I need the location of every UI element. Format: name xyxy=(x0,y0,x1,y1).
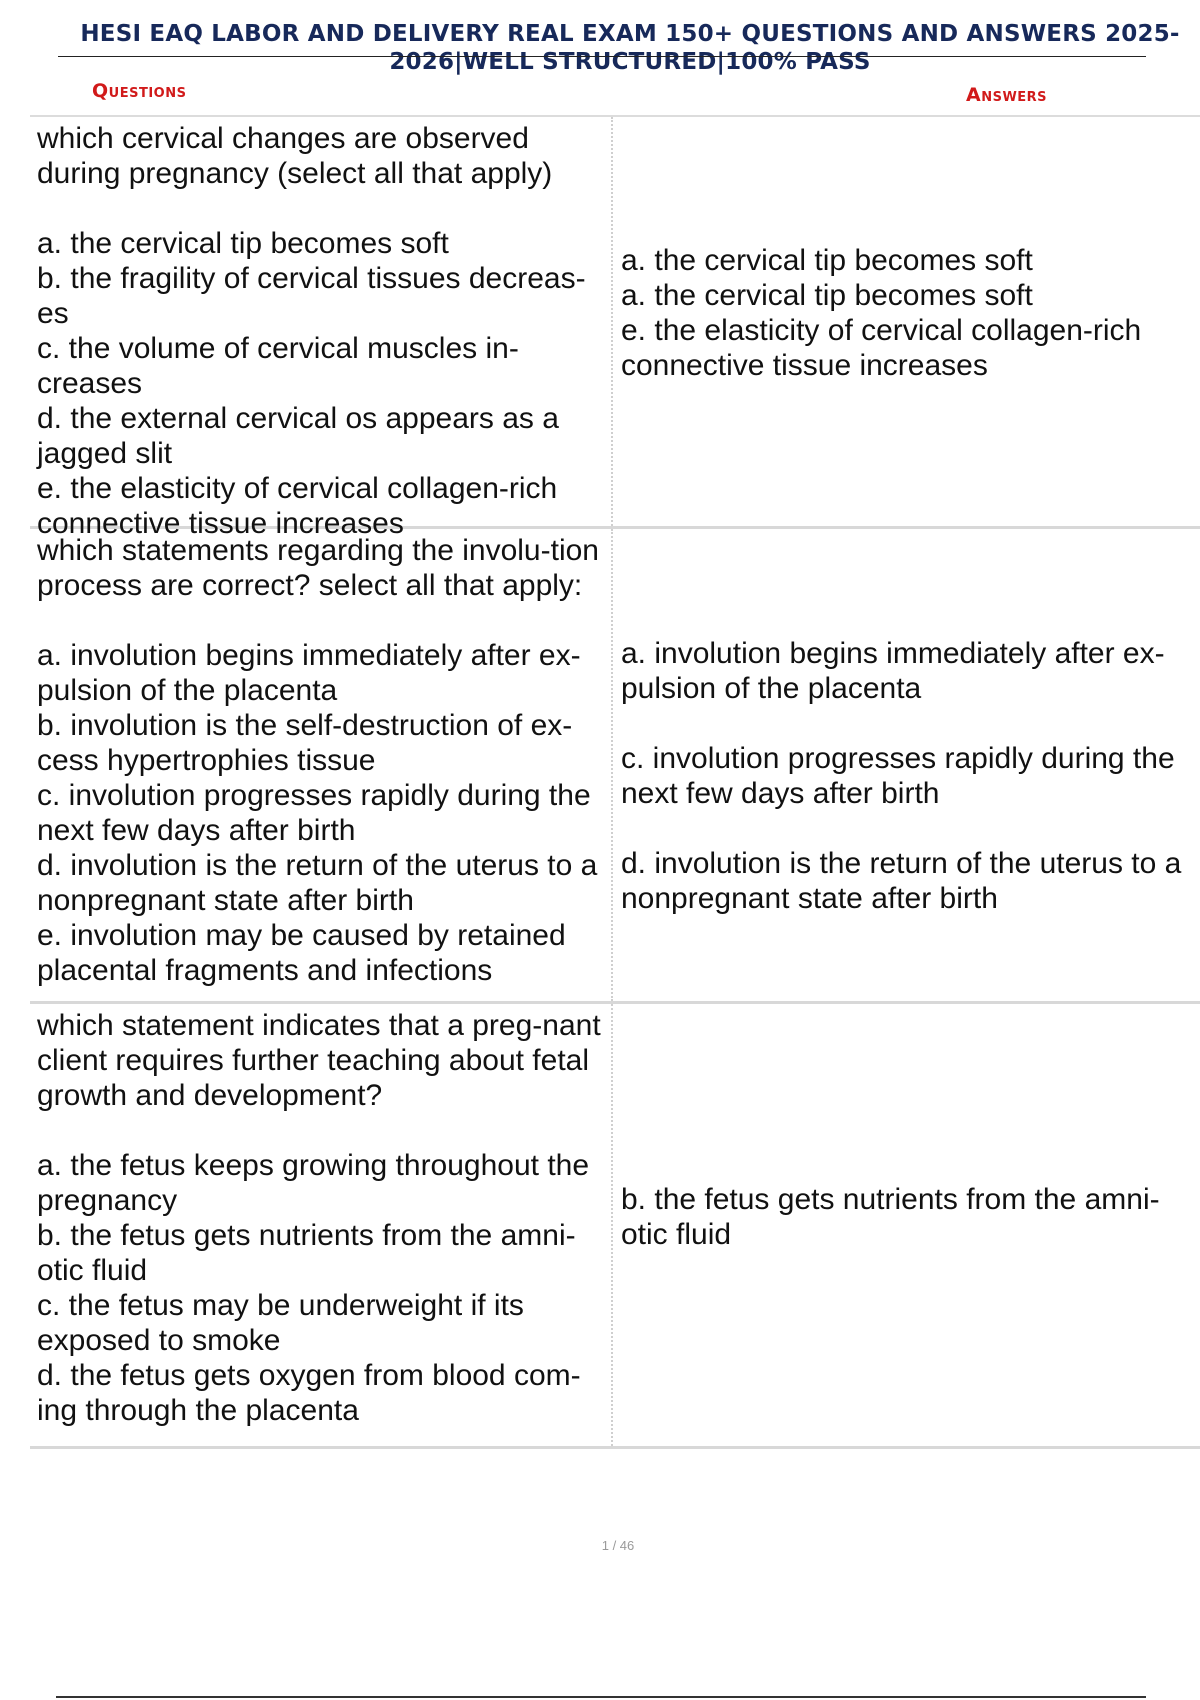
answers-column-header: Answers xyxy=(966,84,1048,106)
questions-column-header: Questions xyxy=(92,80,187,102)
qa-table xyxy=(30,117,1200,1449)
question-cell: which cervical changes are observed during pregnancy (select all that apply) a. the cervical tip becomes soft b. the fragility of cervical tissues decreas-es c. the volume of cervical muscles in-creases d. the external cervical os appears as a jagged slit e. the elasticity of cervical collagen-rich connective tissue increases xyxy=(30,117,613,526)
qa-row-3 xyxy=(30,1004,1200,1449)
answer-cell: b. the fetus gets nutrients from the amni-otic fluid xyxy=(621,1183,1160,1251)
qa-row-2 xyxy=(30,529,1200,1004)
document-title: HESI EAQ LABOR AND DELIVERY REAL EXAM 150+ QUESTIONS AND ANSWERS 2025-2026|WELL STRUCTURED|100% PASS xyxy=(80,21,1180,75)
answer-cell: a. the cervical tip becomes soft a. the cervical tip becomes soft e. the elasticity of cervical collagen-rich connective tissue increases xyxy=(621,244,1142,382)
question-cell: which statement indicates that a preg-nant client requires further teaching about fetal growth and development? a. the fetus keeps growing throughout the pregnancy b. the fetus gets nutrients from the amni-otic fluid c. the fetus may be underweight if its exposed to smoke d. the fetus gets oxygen from blood com-ing through the placenta xyxy=(30,1004,613,1446)
qa-row-1 xyxy=(30,117,1200,540)
question-cell: which statements regarding the involu-tion process are correct? select all that apply: a. involution begins immediately after ex-pulsion of the placenta b. involution is the self-destruction of ex-cess hypertrophies tissue c. involution progresses rapidly during the next few days after birth d. involution is the return of the uterus to a nonpregnant state after birth e. involution may be caused by retained placental fragments and infections xyxy=(30,529,613,1001)
page-number: 1 / 46 xyxy=(601,1538,635,1553)
answer-cell: a. involution begins immediately after ex-pulsion of the placenta c. involution progresses rapidly during the next few days after birth d. involution is the return of the uterus to a nonpregnant state after birth xyxy=(621,637,1182,915)
title-underline xyxy=(58,56,1146,57)
footer-rule xyxy=(56,1696,1146,1698)
